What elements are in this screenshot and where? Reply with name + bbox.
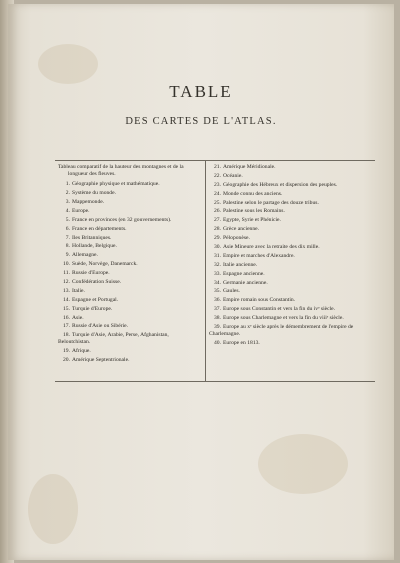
entry-text: Monde connu des anciens.: [223, 190, 283, 197]
entry-text: Palestine sous les Romains.: [223, 208, 285, 215]
toc-entry: [209, 235, 372, 242]
entry-text: Europe au xᵉ siècle après le démembrement de l'empire de Charlemagne.: [209, 324, 354, 338]
toc-entry: [209, 226, 372, 233]
entry-text: Germanie ancienne.: [223, 279, 268, 286]
entry-number: 10.: [63, 261, 70, 268]
entry-text: Péloponèse.: [223, 235, 250, 242]
entry-text: Espagne et Portugal.: [72, 296, 119, 303]
entry-text: Grèce ancienne.: [223, 226, 260, 233]
paper-stain: [258, 434, 348, 494]
entry-text: Océanie.: [223, 172, 243, 179]
intro-entry: Tableau comparatif de la hauteur des montagnes et de la longueur des fleuves.: [58, 164, 184, 178]
entry-number: 23.: [214, 181, 221, 188]
entry-number: 39.: [214, 324, 221, 331]
toc-entry: [58, 270, 202, 277]
entry-number: 30.: [214, 244, 221, 251]
entry-text: Mappemonde.: [72, 198, 105, 205]
entry-number: 24.: [214, 190, 221, 197]
toc-entry: [58, 261, 202, 268]
toc-entry: [58, 226, 202, 233]
entry-text: Suède, Norvège, Danemarck.: [72, 261, 138, 268]
entry-text: Iles Britanniques.: [72, 234, 112, 241]
toc-entry: [209, 280, 372, 287]
entry-number: 15.: [63, 305, 70, 312]
toc-entry: [58, 348, 202, 355]
toc-entry: [209, 288, 372, 295]
entry-text: France en départements.: [72, 225, 127, 232]
entry-number: 25.: [214, 199, 221, 206]
entry-number: 3.: [65, 198, 70, 205]
toc-entry: [209, 253, 372, 260]
toc-entry: [209, 182, 372, 189]
toc-entry: [209, 306, 372, 313]
entry-number: 13.: [63, 287, 70, 294]
entry-number: 34.: [214, 279, 221, 286]
toc-entry: [58, 243, 202, 250]
entry-text: Italie.: [72, 287, 85, 294]
entry-text: Europe en 1813.: [223, 340, 260, 347]
entry-number: 12.: [63, 278, 70, 285]
toc-entry: [209, 217, 372, 224]
entry-number: 32.: [214, 261, 221, 268]
entry-number: 38.: [214, 315, 221, 322]
entry-text: Amérique Septentrionale.: [72, 357, 130, 364]
entry-number: 1.: [65, 181, 70, 188]
right-entries: [209, 164, 372, 347]
entry-text: Gaules.: [223, 288, 240, 295]
entry-text: Europe sous Constantin et vers la fin du ivᵉ siècle.: [223, 306, 336, 313]
entry-text: France en provinces (en 32 gouvernements).: [72, 216, 172, 223]
entry-number: 7.: [65, 234, 70, 241]
entry-number: 26.: [214, 208, 221, 215]
toc-entry: [58, 288, 202, 295]
toc-entry: [58, 297, 202, 304]
toc-entry: [58, 315, 202, 322]
toc-entry: [58, 306, 202, 313]
toc-entry: [209, 173, 372, 180]
entry-number: 35.: [214, 288, 221, 295]
entry-number: 36.: [214, 297, 221, 304]
toc-entry: [209, 208, 372, 215]
entry-text: Palestine selon le partage des douze tribus.: [223, 199, 319, 206]
entry-text: Europe.: [72, 207, 90, 214]
toc-entry: [58, 323, 202, 330]
entry-number: 40.: [214, 340, 221, 347]
entry-text: Géographie physique et mathématique.: [72, 181, 160, 188]
entry-text: Italie ancienne.: [223, 261, 258, 268]
entry-number: 33.: [214, 270, 221, 277]
page-subtitle: DES CARTES DE L'ATLAS.: [125, 116, 277, 127]
entry-text: Allemagne.: [72, 252, 98, 259]
entry-number: 37.: [214, 306, 221, 313]
entry-text: Amérique Méridionale.: [223, 164, 276, 170]
paper-stain: [28, 474, 78, 544]
entry-number: 18.: [63, 332, 70, 339]
entry-text: Confédération Suisse.: [72, 278, 122, 285]
toc-entry: [58, 217, 202, 224]
entry-text: Afrique.: [72, 348, 91, 355]
toc-entry: [209, 340, 372, 347]
toc-entry: [58, 332, 202, 346]
entry-number: 29.: [214, 235, 221, 242]
table-of-maps: [55, 160, 375, 382]
entry-text: Turquie d'Europe.: [72, 305, 113, 312]
entry-number: 21.: [214, 164, 221, 170]
entry-text: Empire romain sous Constantin.: [223, 297, 296, 304]
entry-number: 4.: [65, 207, 70, 214]
entry-text: Géographie des Hébreux et dispersion des peuples.: [223, 181, 338, 188]
entry-text: Asie.: [72, 314, 84, 321]
toc-entry: [58, 208, 202, 215]
entry-number: 16.: [63, 314, 70, 321]
entry-number: 31.: [214, 252, 221, 259]
left-column: [58, 164, 202, 366]
toc-entry: [58, 279, 202, 286]
toc-entry: [209, 164, 372, 171]
entry-number: 5.: [65, 216, 70, 223]
toc-entry: [58, 252, 202, 259]
entry-number: 11.: [63, 270, 70, 277]
entry-text: Egypte, Syrie et Phénicie.: [223, 217, 281, 224]
entry-number: 8.: [65, 243, 70, 250]
entry-number: 27.: [214, 217, 221, 224]
entry-number: 14.: [63, 296, 70, 303]
toc-entry: [58, 235, 202, 242]
entry-number: 20.: [63, 357, 70, 364]
toc-entry: [58, 357, 202, 364]
toc-entry: [58, 199, 202, 206]
toc-entry: [209, 244, 372, 251]
entry-text: Système du monde.: [72, 190, 116, 197]
entry-text: Russie d'Asie ou Sibérie.: [72, 323, 129, 330]
entry-text: Hollande, Belgique.: [72, 243, 117, 250]
toc-entry: [209, 262, 372, 269]
toc-entry: [209, 297, 372, 304]
entry-text: Europe sous Charlemagne et vers la fin du viiiᵉ siècle.: [223, 315, 344, 322]
left-entries: [58, 181, 202, 364]
right-column: [209, 164, 372, 349]
entry-number: 17.: [63, 323, 70, 330]
toc-entry: [209, 200, 372, 207]
paper-stain: [38, 44, 98, 84]
column-divider: [205, 161, 206, 381]
entry-text: Asie Mineure avec la retraite des dix mille.: [223, 244, 320, 251]
entry-number: 6.: [65, 225, 70, 232]
entry-text: Empire et marches d'Alexandre.: [223, 252, 295, 259]
entry-number: 19.: [63, 348, 70, 355]
toc-entry: [58, 190, 202, 197]
toc-entry: [209, 271, 372, 278]
entry-number: 28.: [214, 226, 221, 233]
page-title: TABLE: [169, 82, 233, 101]
toc-entry: [209, 191, 372, 198]
entry-number: 22.: [214, 172, 221, 179]
entry-text: Turquie d'Asie, Arabie, Perse, Afghanistan, Beloutchistan.: [58, 332, 169, 346]
entry-number: 9.: [65, 252, 70, 259]
toc-entry: [209, 315, 372, 322]
entry-text: Espagne ancienne.: [223, 270, 265, 277]
toc-entry: [58, 181, 202, 188]
toc-entry: [209, 324, 372, 338]
entry-text: Russie d'Europe.: [72, 270, 110, 277]
entry-number: 2.: [65, 190, 70, 197]
